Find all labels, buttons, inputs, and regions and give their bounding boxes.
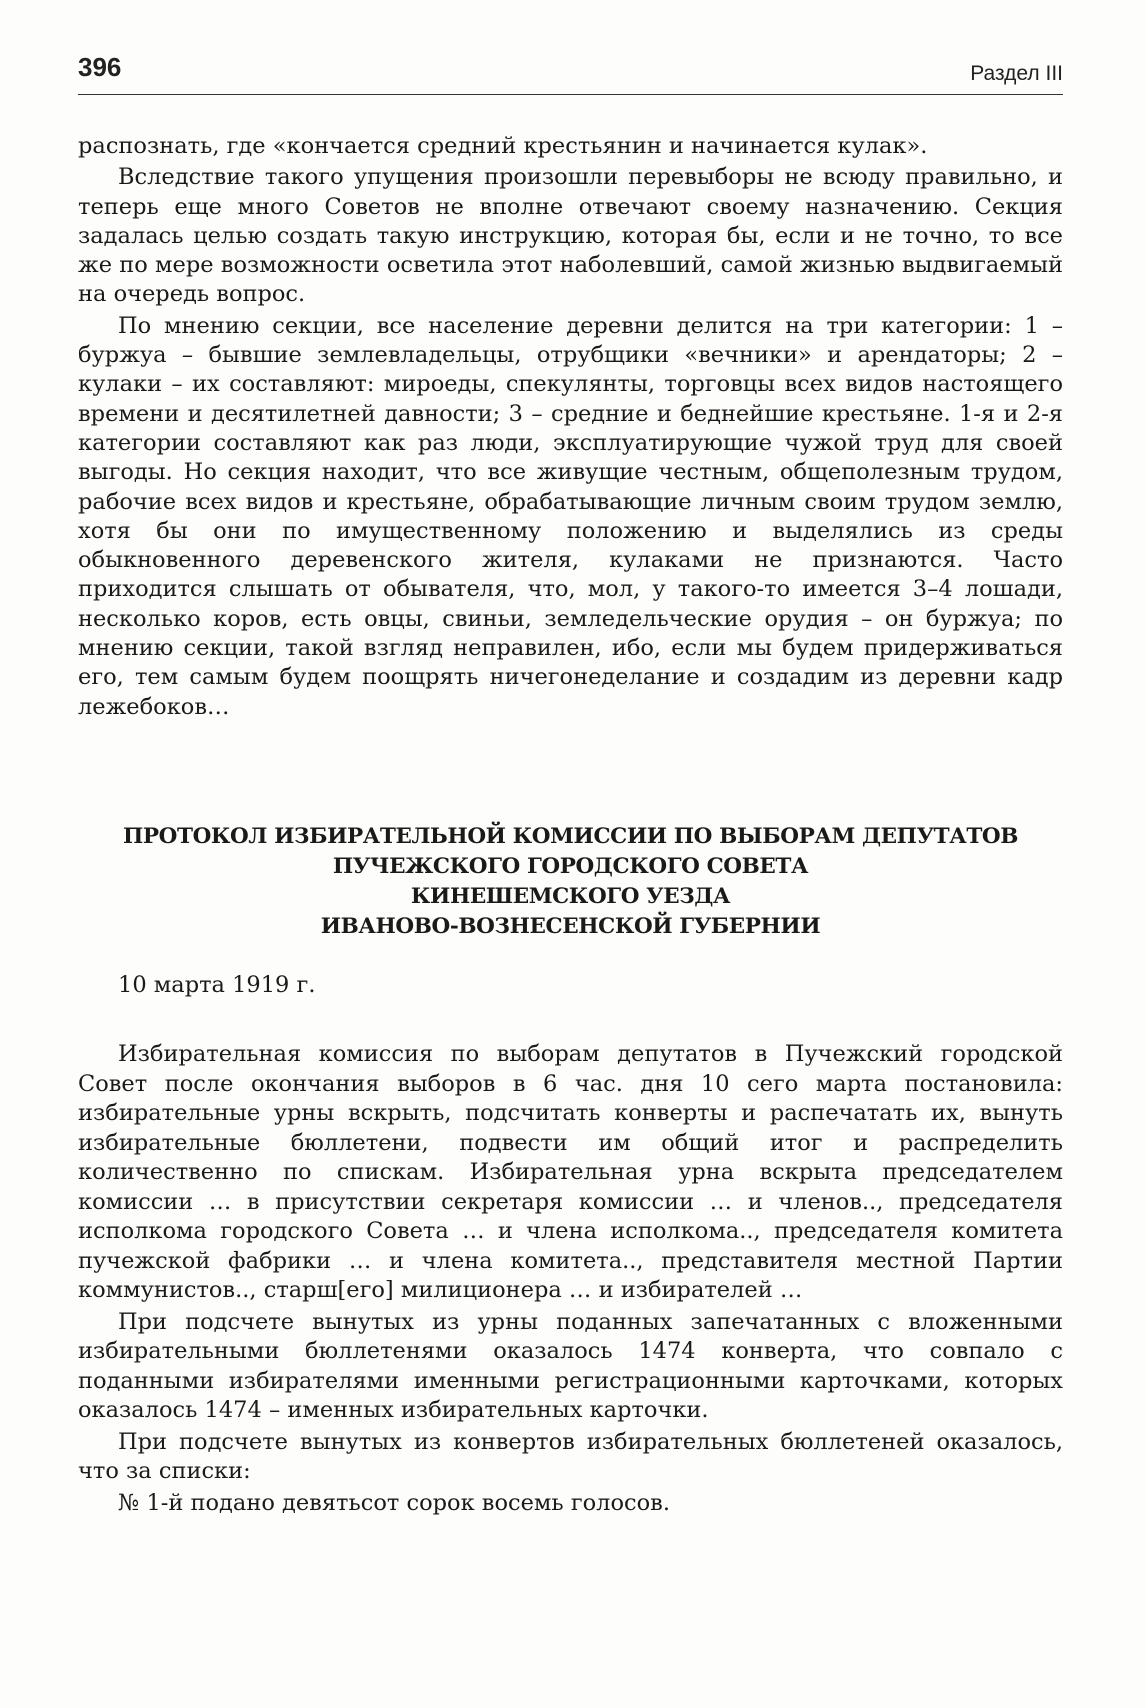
page-header [78,48,1063,95]
heading-line: КИНЕШЕМСКОГО УЕЗДА [410,884,731,909]
paragraph: Вследствие такого упущения произошли перевыборы не всюду правильно, и теперь еще много Советов не вполне отвечают своему назначению. Секция задалась целью создать такую инструкцию, которая бы, если и не точно, то все же по мере возможности осветила этот наболевший, самой жизнью выдвигаемый на очередь вопрос. [78,164,1063,308]
paragraph: По мнению секции, все население деревни делится на три категории: 1 – буржуа – бывшие землевладельцы, отрубщики «вечники» и арендаторы; 2 – кулаки – их составляют: мироеды, спекулянты, торговцы всех видов настоящего времени и десятилетней давности; 3 – средние и беднейшие крестьяне. 1-я и 2-я категории составляют как раз люди, эксплуатирующие чужой труд для своей выгоды. Но секция находит, что все живущие честным, общеполезным трудом, рабочие всех видов и крестьяне, обрабатывающие личным своим трудом землю, хотя бы они по имущественному положению и выделялись из среды обыкновенного деревенского жителя, кулаками не признаются. Часто приходится слышать от обывателя, что, мол, у такого-то имеется 3–4 лошади, несколько коров, есть овцы, свиньи, земледельческие орудия – он буржуа; по мнению секции, такой взгляд неправилен, ибо, если мы будем придерживаться его, тем самым будем поощрять ничегонеделание и создадим из деревни кадр лежебоков… [78,312,1063,720]
paragraph: При подсчете вынутых из урны поданных запечатанных с вложенными избирательными бюллетенями оказалось 1474 конверта, что совпало с поданными избирателями именными регистрационными карточками, которых оказалось 1474 – именных избирательных карточки. [78,1308,1063,1423]
document-heading [78,822,1063,942]
heading-line: ПУЧЕЖСКОГО ГОРОДСКОГО СОВЕТА [332,854,809,879]
body-text-bottom [78,1040,1063,1520]
paragraph: распознать, где «кончается средний крестьянин и начинается кулак». [78,133,928,159]
paragraph: № 1-й подано девятьсот сорок восемь голосов. [118,1489,670,1516]
heading-line: ПРОТОКОЛ ИЗБИРАТЕЛЬНОЙ КОМИССИИ ПО ВЫБОРАМ ДЕПУТАТОВ [122,824,1019,849]
page-number: 396 [78,52,122,82]
document-date: 10 марта 1919 г. [118,972,316,998]
heading-line: ИВАНОВО-ВОЗНЕСЕНСКОЙ ГУБЕРНИИ [320,914,821,939]
paragraph: Избирательная комиссия по выборам депутатов в Пучежский городской Совет после окончания выборов в 6 час. дня 10 сего марта постановила: избирательные урны вскрыть, подсчитать конверты и распечатать их, вынуть избирательные бюллетени, подвести им общий итог и распределить количественно по спискам. Избирательная урна вскрыта председателем комиссии … в присутствии секретаря комиссии … и членов.., председателя исполкома городского Совета … и члена исполкома.., председателя комитета пучежской фабрики … и члена комитета.., представителя местной Партии коммунистов.., старш[его] милиционера … и избирателей … [78,1041,1063,1303]
body-text-top [78,132,1063,722]
paragraph: При подсчете вынутых из конвертов избирательных бюллетеней оказалось, что за списки: [78,1428,1063,1484]
section-label: Раздел III [970,62,1063,85]
